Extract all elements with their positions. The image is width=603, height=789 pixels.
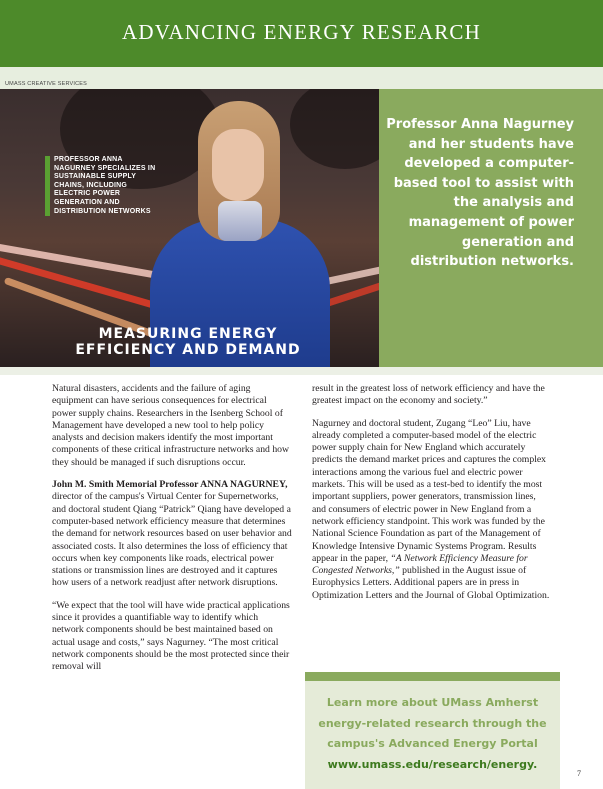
portrait-face (212, 129, 264, 201)
page-number: 7 (577, 769, 581, 778)
article-column-right (312, 383, 552, 612)
article-text: director of the campus's Virtual Center for Supernetworks, and doctoral student Qiang “Patrick” Qiang have developed a computer-based network efficiency measure that determines the demand for network resources based on user behavior and associated costs. It also determines the loss of efficiency that occurs when key components like roads, electrical power stations or transmission lines are destroyed and it captures how users of a network readjust after network disruptions. (52, 491, 292, 589)
cta-box (305, 672, 560, 789)
cta-text (305, 693, 560, 775)
article-column-left (52, 383, 292, 684)
photo-caption: PROFESSOR ANNA NAGURNEY SPECIALIZES IN SUSTAINABLE SUPPLY CHAINS, INCLUDING ELECTRIC POWER GENERATION AND DISTRIBUTION NETWORKS (45, 156, 160, 216)
cta-url-link[interactable]: www.umass.edu/research/energy. (327, 757, 538, 771)
photo-credit: UMASS CREATIVE SERVICES (5, 81, 88, 87)
article-text: published in the August issue of Europhysics Letters. Additional papers are in press in Optimization Letters and the Journal of Global Optimization. (312, 565, 550, 601)
article-paragraph (52, 479, 292, 590)
section-heading (0, 326, 376, 358)
paper-title: “A Network Efficiency Measure for Congested Networks,” (312, 552, 528, 577)
divider-band (0, 367, 603, 375)
page-title: ADVANCING ENERGY RESEARCH (121, 20, 482, 44)
section-heading-line2: EFFICIENCY AND DEMAND (75, 342, 301, 359)
article-text: Nagurney and doctoral student, Zugang “Leo” Liu, have already completed a computer-based model of the electric power supply chain for New England which accurately predicts the demand market prices and captures the complex interactions among the various fuel and electric power markets. This will be used as a test-bed to identify the most important suppliers, power generators, transmission lines, and consumers of electric power in New England from a network efficiency standpoint. This work was funded by the National Science Foundation as part of the Management of Knowledge Intensive Dynamic Systems Program. Results appear in the paper, (312, 417, 547, 564)
pullquote-panel (379, 89, 603, 367)
cta-message: Learn more about UMass Amherst energy-related research through the campus's Advanced Energy Portal (318, 696, 547, 750)
article-paragraph: result in the greatest loss of network efficiency and have the greatest impact on the economy and society.” (312, 383, 545, 407)
lead-name: John M. Smith Memorial Professor ANNA NAGURNEY, (52, 479, 288, 491)
article-paragraph (312, 418, 552, 602)
pullquote-text: Professor Anna Nagurney and her students have developed a computer-based tool to assist with the analysis and management of power generation and distribution networks. (386, 117, 574, 270)
hero-photo (0, 89, 379, 367)
section-heading-line1: MEASURING ENERGY (98, 326, 278, 342)
header-band (0, 0, 603, 67)
header-sub-band (0, 67, 603, 89)
article-paragraph: “We expect that the tool will have wide practical applications since it provides a quantifiable way to identify which network components should be best maintained based on actual usage and costs,” says Nagurney. “The most critical network components should be the most protected since their removal will (52, 599, 290, 673)
portrait-scarf (218, 201, 262, 241)
article-paragraph: Natural disasters, accidents and the failure of aging equipment can have serious consequences for electrical power supply chains. Researchers in the Isenberg School of Management have developed a new tool to help policy analysts and decision makers identify the most important components of these critical infrastructure networks and how they should be managed if such disruptions occur. (52, 383, 289, 468)
hero-tree-shape (290, 89, 379, 169)
